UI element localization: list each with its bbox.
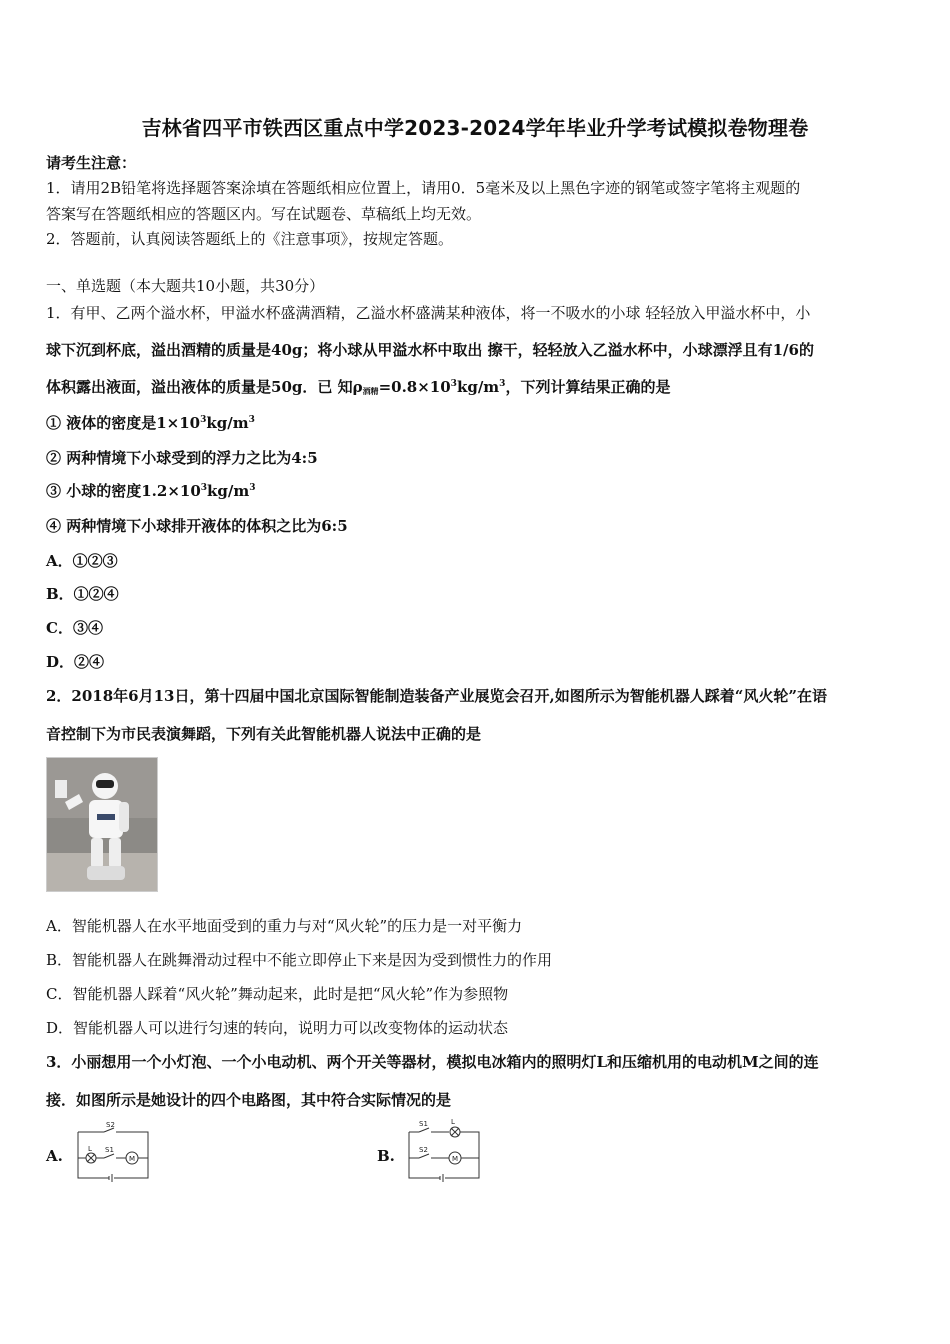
notice-line-2: 答案写在答题纸相应的答题区内。写在试题卷、草稿纸上均无效。	[46, 205, 482, 223]
q1-statement-4: ④ 两种情境下小球排开液体的体积之比为6:5	[46, 517, 348, 535]
q2-line-2: 音控制下为市民表演舞蹈，下列有关此智能机器人说法中正确的是	[46, 725, 482, 743]
circuit-diagram-b	[405, 1116, 485, 1192]
q1-statement-1: ① 液体的密度是$1\times 10^3kg/m^3$	[46, 414, 255, 432]
q1-option-a: A．①②③	[46, 552, 118, 570]
q1-statement-2: ② 两种情境下小球受到的浮力之比为4:5	[46, 449, 318, 467]
q3-option-a-label: A.	[46, 1147, 63, 1165]
circuit-diagram-a	[74, 1118, 154, 1192]
circuit-b-s1-label: S1	[419, 1120, 428, 1128]
notice-line-1: 1．请用2B铅笔将选择题答案涂填在答题纸相应位置上，请用0．5毫米及以上黑色字迹的钢笔或签字笔将主观题的	[46, 179, 801, 197]
q1-line-3: 体积露出液面，溢出液体的质量是50g．已 知$\rho_{酒精}=0.8\times 10^3kg/m^3$，下列计算结果正确的是	[46, 378, 671, 396]
notice-heading: 请考生注意：	[46, 154, 137, 172]
notice-line-3: 2．答题前，认真阅读答题纸上的《注意事项》，按规定答题。	[46, 230, 454, 248]
q3-line-1: 3．小丽想用一个小灯泡、一个小电动机、两个开关等器材，模拟电冰箱内的照明灯L和压缩机用的电动机M之间的连	[46, 1053, 819, 1071]
q3-option-b-label: B.	[377, 1147, 395, 1165]
q1-line-1: 1．有甲、乙两个溢水杯，甲溢水杯盛满酒精，乙溢水杯盛满某种液体，将一不吸水的小球 轻轻放入甲溢水杯中，小	[46, 304, 811, 322]
q2-option-a: A．智能机器人在水平地面受到的重力与对“风火轮”的压力是一对平衡力	[46, 917, 523, 935]
q3-line-2: 接．如图所示是她设计的四个电路图，其中符合实际情况的是	[46, 1091, 452, 1109]
circuit-a-s2-label: S2	[106, 1121, 115, 1129]
q1-statement-3: ③ 小球的密度$1.2\times 10^3kg/m^3$	[46, 482, 256, 500]
q1-option-c: C．③④	[46, 619, 103, 637]
circuit-b-l-label: L	[451, 1118, 455, 1126]
section-heading: 一、单选题（本大题共10小题，共30分）	[46, 277, 325, 295]
q2-option-d: D．智能机器人可以进行匀速的转向，说明力可以改变物体的运动状态	[46, 1019, 509, 1037]
q1-option-b: B．①②④	[46, 585, 119, 603]
q2-option-b: B．智能机器人在跳舞滑动过程中不能立即停止下来是因为受到惯性力的作用	[46, 951, 553, 969]
circuit-b-m-label: M	[452, 1155, 459, 1163]
q1-option-d: D．②④	[46, 653, 105, 671]
q2-option-c: C．智能机器人踩着“风火轮”舞动起来，此时是把“风火轮”作为参照物	[46, 985, 509, 1003]
robot-photo	[46, 757, 158, 892]
q1-line-2: 球下沉到杯底，溢出酒精的质量是40g；将小球从甲溢水杯中取出 擦干，轻轻放入乙溢水杯中，小球漂浮且有1/6的	[46, 341, 814, 359]
page-title: 吉林省四平市铁西区重点中学2023-2024学年毕业升学考试模拟卷物理卷	[141, 116, 809, 140]
circuit-a-l-label: L	[88, 1145, 92, 1153]
circuit-b-s2-label: S2	[419, 1146, 428, 1154]
circuit-a-m-label: M	[129, 1155, 136, 1163]
q2-line-1: 2．2018年6月13日，第十四届中国北京国际智能制造装备产业展览会召开,如图所示为智能机器人踩着“风火轮”在语	[46, 687, 827, 705]
circuit-a-s1-label: S1	[105, 1146, 114, 1154]
